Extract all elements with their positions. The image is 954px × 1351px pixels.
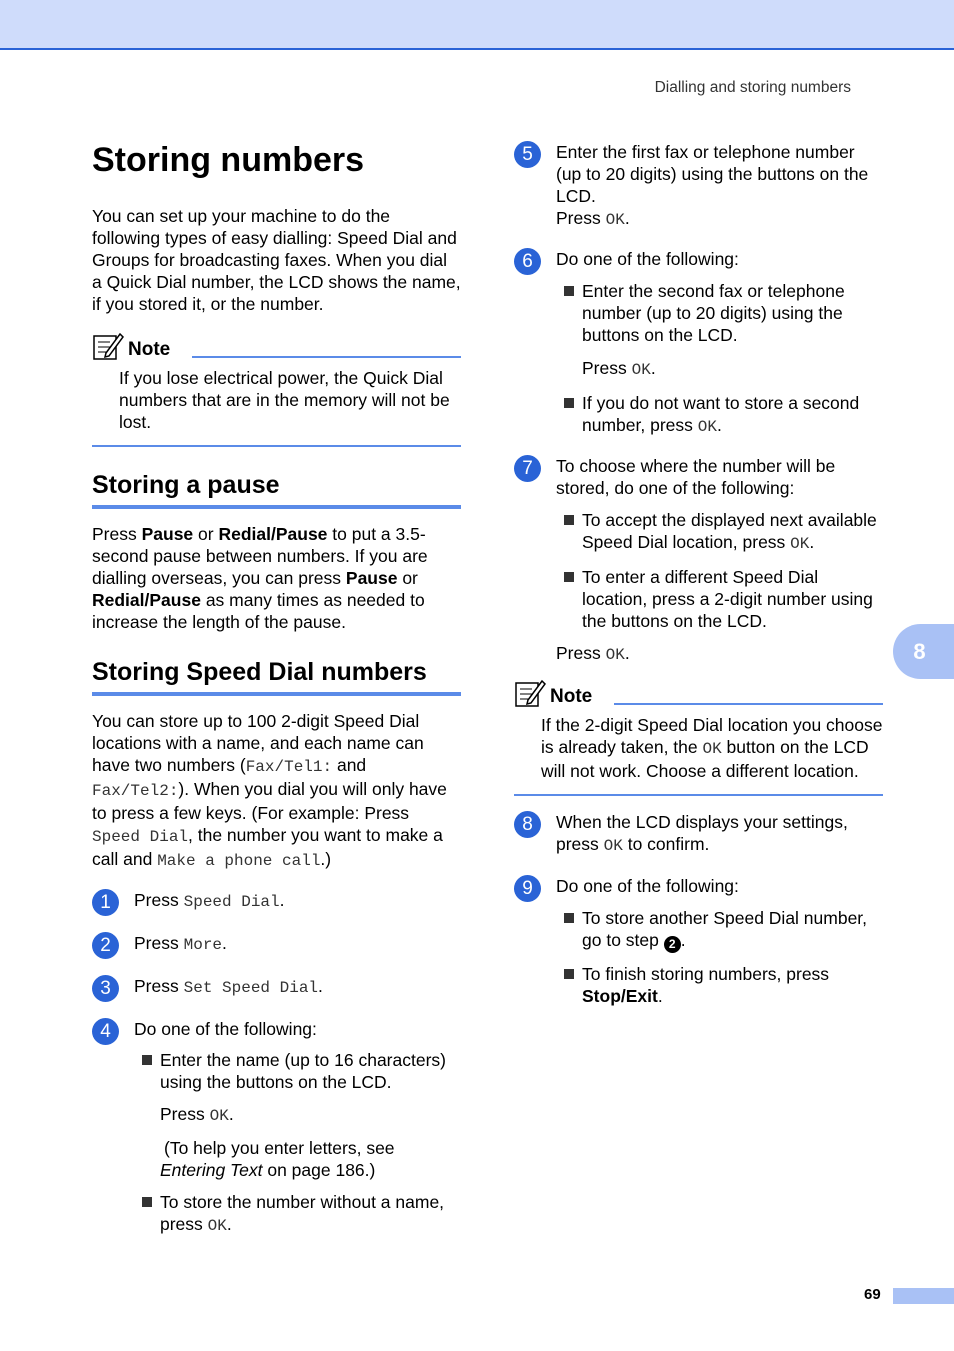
note-rule: [192, 356, 461, 358]
step-4: 4 Do one of the following: Enter the name (up to 16 characters) using the buttons on the LCD. Press OK. (To help you enter letters, see Entering Text on page 186.) To store the number without a name, press OK.: [92, 1018, 461, 1237]
note-pencil-icon: [92, 331, 124, 361]
press-ok-line: Press OK.: [556, 643, 630, 664]
note-divider: [92, 445, 461, 447]
section-title-pause: Storing a pause: [92, 470, 461, 509]
step-number: 8: [514, 811, 541, 838]
note-body: If the 2-digit Speed Dial location you choose is already taken, the OK button on the LCD will not work. Choose a different location.: [541, 715, 883, 781]
help-note: (To help you enter letters, see: [164, 1138, 395, 1158]
note-body: If you lose electrical power, the Quick Dial numbers that are in the memory will not be lost.: [119, 368, 450, 432]
note-box: [92, 331, 461, 447]
bullet-item: To store another Speed Dial number, go to step 2 .: [556, 907, 883, 953]
page-title: Storing numbers: [92, 141, 365, 179]
note-label: Note: [128, 339, 171, 360]
pause-paragraph: Press Pause or Redial/Pause to put a 3.5-second pause between numbers. If you are dialling overseas, you can press Pause or Redial/Pause as many times as needed to increase the length of the pause.: [92, 524, 428, 632]
press-ok-line: Press OK.: [582, 358, 656, 379]
step-number: 4: [92, 1018, 119, 1045]
step-number: 3: [92, 975, 119, 1002]
bullet-item: Enter the name (up to 16 characters) using the buttons on the LCD.: [134, 1049, 461, 1093]
step-number: 9: [514, 875, 541, 902]
step-number: 2: [92, 932, 119, 959]
bullet-item: If you do not want to store a second number, press OK.: [556, 392, 883, 438]
bullet-item: Enter the second fax or telephone number (up to 20 digits) using the buttons on the LCD.: [556, 280, 883, 346]
bullet-item: To store the number without a name, press OK.: [134, 1191, 461, 1237]
right-column: [514, 141, 883, 1007]
chapter-tab: 8: [893, 624, 954, 679]
help-note-cont: Entering Text on page 186.): [160, 1160, 376, 1180]
bullet-item: To finish storing numbers, press Stop/Exit.: [556, 963, 883, 1007]
speed-dial-paragraph: You can store up to 100 2-digit Speed Dial locations with a name, and each name can have two numbers (Fax/Tel1: and Fax/Tel2:). When you dial you will only have to press a few keys. (For example: Press Speed Dial, the number you want to make a call and Make a phone call.): [92, 711, 447, 870]
top-banner: [0, 0, 954, 50]
press-ok-line: Press OK.: [160, 1104, 234, 1125]
left-column: [92, 138, 461, 1237]
step-number: 5: [514, 141, 541, 168]
footer-bar: [893, 1288, 954, 1304]
step-1: 1 Press Speed Dial.: [92, 889, 461, 913]
note-box: [514, 678, 883, 796]
note-pencil-icon: [514, 678, 546, 708]
step-2: 2 Press More.: [92, 932, 461, 956]
running-header: Dialling and storing numbers: [654, 79, 851, 96]
note-divider: [514, 794, 883, 796]
note-label: Note: [550, 686, 593, 707]
page-number: 69: [864, 1286, 881, 1303]
step-7: 7 To choose where the number will be stored, do one of the following: To accept the displayed next available Speed Dial location, press OK. To enter a different Speed Dial location, press a 2-digit number using the buttons on the LCD. Press OK.: [514, 455, 883, 666]
section-title-speed-dial: Storing Speed Dial numbers: [92, 657, 461, 696]
step-number: 7: [514, 455, 541, 482]
step-5: 5 Enter the first fax or telephone number (up to 20 digits) using the buttons on the LCD. Press OK.: [514, 141, 883, 231]
note-rule: [614, 703, 883, 705]
step-number: 1: [92, 889, 119, 916]
step-reference[interactable]: 2: [664, 936, 681, 953]
step-9: 9 Do one of the following: To store another Speed Dial number, go to step 2 . To finish storing numbers, press Stop/Exit.: [514, 875, 883, 1007]
bullet-item: To enter a different Speed Dial location, press a 2-digit number using the buttons on the LCD.: [556, 566, 883, 632]
step-3: 3 Press Set Speed Dial.: [92, 975, 461, 999]
step-8: 8 When the LCD displays your settings, press OK to confirm.: [514, 811, 883, 857]
step-number: 6: [514, 248, 541, 275]
intro-paragraph: You can set up your machine to do the following types of easy dialling: Speed Dial and Groups for broadcasting faxes. When you dial a Quick Dial number, the LCD shows the name, if you stored it, or the number.: [92, 206, 461, 314]
bullet-item: To accept the displayed next available Speed Dial location, press OK.: [556, 509, 883, 555]
step-6: 6 Do one of the following: Enter the second fax or telephone number (up to 20 digits) using the buttons on the LCD. Press OK. If you do not want to store a second number, press OK.: [514, 248, 883, 438]
